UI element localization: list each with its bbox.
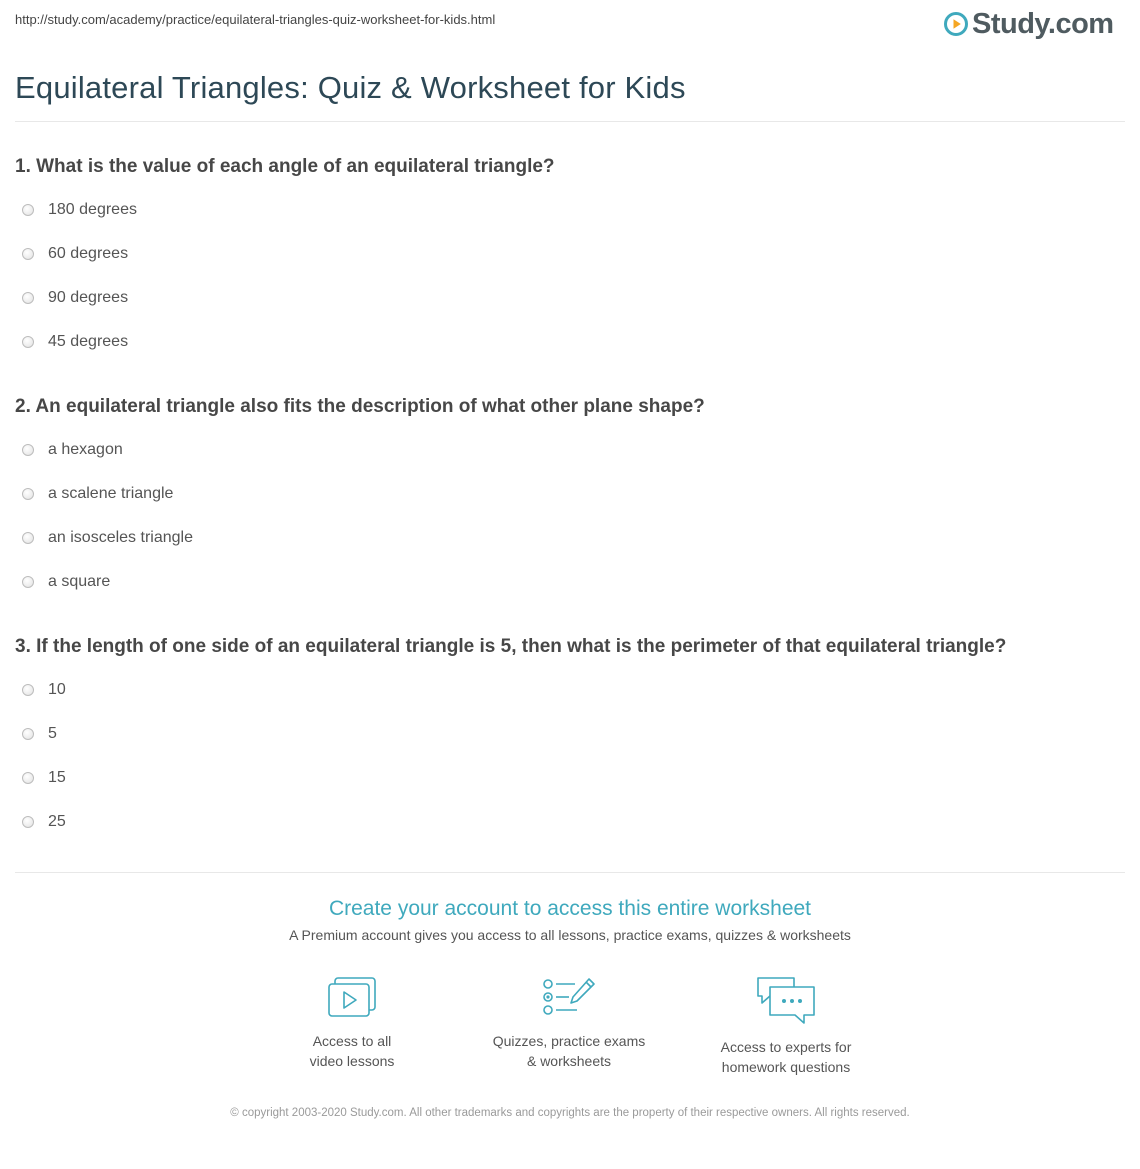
answer-option[interactable] [22,573,110,591]
question-1: 1. What is the value of each angle of an equilateral triangle? [15,156,555,177]
answer-option[interactable] [22,201,137,219]
question-2: 2. An equilateral triangle also fits the description of what other plane shape? [15,396,705,417]
feature-label: Access to experts for homework questions [720,1039,852,1075]
study-logo[interactable] [944,6,1114,42]
answer-option[interactable] [22,681,66,699]
answer-option[interactable] [22,769,66,787]
radio-button[interactable] [22,444,34,456]
title-divider [15,121,1125,122]
answer-option[interactable] [22,333,128,351]
answer-option[interactable] [22,441,123,459]
feature-label: Access to all video lessons [309,1033,395,1069]
cta-divider [15,872,1125,873]
radio-button[interactable] [22,248,34,260]
feature-experts [686,975,886,1077]
cta-subtitle: A Premium account gives you access to all lessons, practice exams, quizzes & worksheets [289,927,851,943]
radio-button[interactable] [22,292,34,304]
answer-label: 15 [48,769,66,786]
quiz-checklist-icon [541,975,597,1021]
answer-option[interactable] [22,813,66,831]
answer-option[interactable] [22,529,193,547]
video-lessons-icon [326,975,378,1021]
feature-label: Quizzes, practice exams & worksheets [492,1033,646,1069]
feature-quizzes [469,975,669,1071]
radio-button[interactable] [22,576,34,588]
answer-label: 5 [48,725,57,742]
answer-option[interactable] [22,245,128,263]
radio-button[interactable] [22,488,34,500]
answer-option[interactable] [22,485,173,503]
question-3: 3. If the length of one side of an equilateral triangle is 5, then what is the perimeter of that equilateral triangle? [15,636,1007,657]
radio-button[interactable] [22,772,34,784]
create-account-link[interactable]: Create your account to access this entire worksheet [328,897,812,920]
radio-button[interactable] [22,728,34,740]
radio-button[interactable] [22,532,34,544]
answer-label: a hexagon [48,441,123,458]
answer-label: 90 degrees [48,289,129,306]
page-url: http://study.com/academy/practice/equilateral-triangles-quiz-worksheet-for-kids.html [15,12,496,27]
answer-label: 60 degrees [48,245,129,262]
page-title: Equilateral Triangles: Quiz & Worksheet for Kids [15,70,686,105]
answer-option[interactable] [22,725,57,743]
answer-label: 180 degrees [48,201,137,218]
answer-label: an isosceles triangle [48,529,193,546]
answer-label: 45 degrees [48,333,129,350]
answer-label: 10 [48,681,66,698]
radio-button[interactable] [22,336,34,348]
chat-experts-icon [754,975,818,1027]
radio-button[interactable] [22,684,34,696]
feature-video-lessons [252,975,452,1071]
radio-button[interactable] [22,204,34,216]
answer-label: 25 [48,813,66,830]
copyright-footer: © copyright 2003-2020 Study.com. All other trademarks and copyrights are the property of their respective owners. All rights reserved. [230,1107,910,1119]
answer-option[interactable] [22,289,128,307]
answer-label: a scalene triangle [48,485,174,502]
answer-label: a square [48,573,111,590]
study-play-icon [944,12,968,36]
radio-button[interactable] [22,816,34,828]
logo-text: Study.com [972,7,1114,40]
